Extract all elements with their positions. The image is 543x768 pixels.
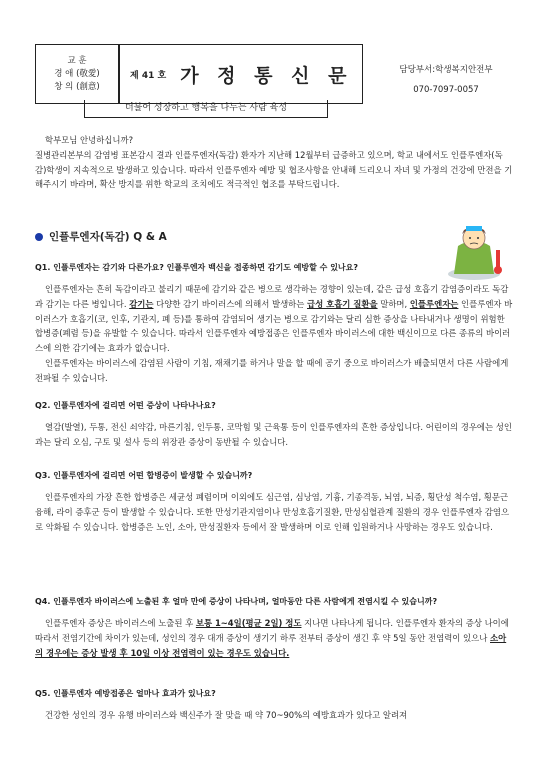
answer-1-text-a: 인플루엔자는 흔히 독감이라고 불리기 때문에 감기와 같은 병으로 생각하는 경향이 있는데, 같은 급성 호흡기 감염증이라도 독감과 감기는 다른 병입니다. — [35, 284, 509, 309]
header — [35, 44, 513, 104]
sick-child-with-thermometer-icon — [440, 216, 512, 282]
question-2: Q2. 인플루엔자에 걸리면 어떤 증상이 나타나나요? — [35, 401, 216, 410]
bullet-icon — [35, 233, 43, 241]
section-title — [35, 229, 167, 244]
motto-line-2: 경 애 (敬愛) — [54, 68, 100, 79]
issue-number: 제 41 호 — [130, 70, 167, 81]
question-1: Q1. 인플루엔자는 감기와 다른가요? 인플루엔자 백신을 접종하면 감기도 예방할 수 있나요? — [35, 263, 359, 272]
intro — [35, 133, 513, 192]
answer-1 — [35, 282, 513, 386]
answer-1-text-c: 말하며, — [377, 298, 410, 309]
question-5: Q5. 인플루엔자 예방접종은 얼마나 효과가 있나요? — [35, 689, 216, 698]
answer-1-text-d: 인플루엔자 바이러스가 호흡기(코, 인후, 기관지, 폐 등)를 통하여 감염되어 생기는 병으로 감기와는 달리 심한 증상을 나타내거나 생명이 위험한 합병증(폐렴 등)을 유발할 수 있습니다. 따라서 인플루엔자 예방접종은 인플루엔자 바이러스에 대한 백신이므로 다른 종류의 바이러스에 의한 감기에는 효과가 없습니다. — [35, 298, 513, 354]
slogan: 더불어 성장하고 행복을 나누는 사람 육성 — [84, 100, 328, 118]
answer-5: 건강한 성인의 경우 유행 바이러스와 백신주가 잘 맞을 때 약 70~90%의 예방효과가 있다고 알려져 — [45, 710, 408, 720]
motto-line-3: 창 의 (創意) — [54, 81, 100, 92]
question-4: Q4. 인플루엔자 바이러스에 노출된 후 얼마 만에 증상이 나타나며, 얼마동안 다른 사람에게 전염시킬 수 있습니까? — [35, 597, 438, 606]
greeting: 학부모님 안녕하십니까? — [45, 135, 134, 145]
answer-1-paragraph-2: 인플루엔자는 바이러스에 감염된 사람이 기침, 재채기를 하거나 말을 할 때에 공기 중으로 바이러스가 배출되면서 다른 사람에게 전파될 수 있습니다. — [35, 357, 509, 383]
answer-4 — [35, 616, 513, 660]
answer-1-paragraph-1 — [35, 282, 513, 356]
question-3: Q3. 인플루엔자에 걸리면 어떤 합병증이 발생할 수 있습니까? — [35, 471, 253, 480]
answer-1-underline-3: 인플루엔자는 — [409, 298, 459, 309]
school-motto — [35, 44, 119, 104]
section-title-text: 인플루엔자(독감) Q & A — [49, 231, 167, 243]
answer-3: 인플루엔자의 가장 흔한 합병증은 세균성 폐렴이며 이외에도 심근염, 심낭염, 기흉, 기종격동, 뇌염, 뇌증, 횡단성 척수염, 횡문근 융해, 라이 증후군 등이 발생할 수 있습니다. 또한 만성기관지염이나 만성호흡기질환, 만성심혈관계 질환의 경우 인플루엔자 감염으로 악화될 수 있습니다. 합병증은 노인, 소아, 만성질환자 등에서 잘 발생하며 이로 인해 입원하거나 사망하는 경우도 있습니다. — [35, 492, 510, 532]
answer-1-underline-2: 급성 호흡기 질환을 — [307, 298, 378, 309]
answer-1-underline-1: 감기는 — [129, 298, 154, 309]
answer-2: 열감(발열), 두통, 전신 쇠약감, 마른기침, 인두통, 코막힘 및 근육통 등이 인플루엔자의 흔한 증상입니다. 어린이의 경우에는 성인과는 달리 오심, 구토 및 설사 등의 위장관 증상이 동반될 수 있습니다. — [35, 422, 512, 447]
phone: 070-7097-0057 — [413, 85, 479, 95]
motto-line-1: 교 훈 — [67, 55, 87, 66]
answer-4-underline-2: 소아의 경우에는 증상 발생 후 10일 이상 전염력이 있는 경우도 있습니다. — [35, 632, 507, 658]
page-title: 가 정 통 신 문 — [180, 64, 353, 87]
intro-paragraph: 질병관리본부의 감염병 표본감시 결과 인플루엔자(독감) 환자가 지난해 12월부터 급증하고 있으며, 학교 내에서도 인플루엔자(독감)학생이 지속적으로 발생하고 있습니다. 따라서 인플루엔자 예방 및 협조사항을 안내해 드리오니 자녀 및 가정의 건강에 만전을 기해주시기 바라며, 확산 방지를 위한 학교의 조치에도 적극적인 협조를 부탁드립니다. — [35, 149, 513, 190]
answer-4-underline-1: 보통 1~4일(평균 2일) 정도 — [195, 618, 302, 628]
title-box — [119, 44, 363, 104]
answer-4-text-a: 인플루엔자 증상은 바이러스에 노출된 후 — [45, 618, 196, 628]
answer-4-paragraph — [35, 616, 513, 660]
department: 담당부서:학생복지안전부 — [399, 65, 493, 75]
answer-1-text-b: 다양한 감기 바이러스에 의해서 발생하는 — [153, 298, 308, 309]
answer-4-text-b: 지나면 나타나게 됩니다. 인플루엔자 환자의 증상 나이에 따라서 전염기간에 차이가 있는데, 성인의 경우 대개 증상이 생기기 하루 전부터 증상이 생긴 후 약 5일 동안 전염력이 있으나 — [35, 618, 509, 643]
contact-info — [371, 60, 521, 100]
